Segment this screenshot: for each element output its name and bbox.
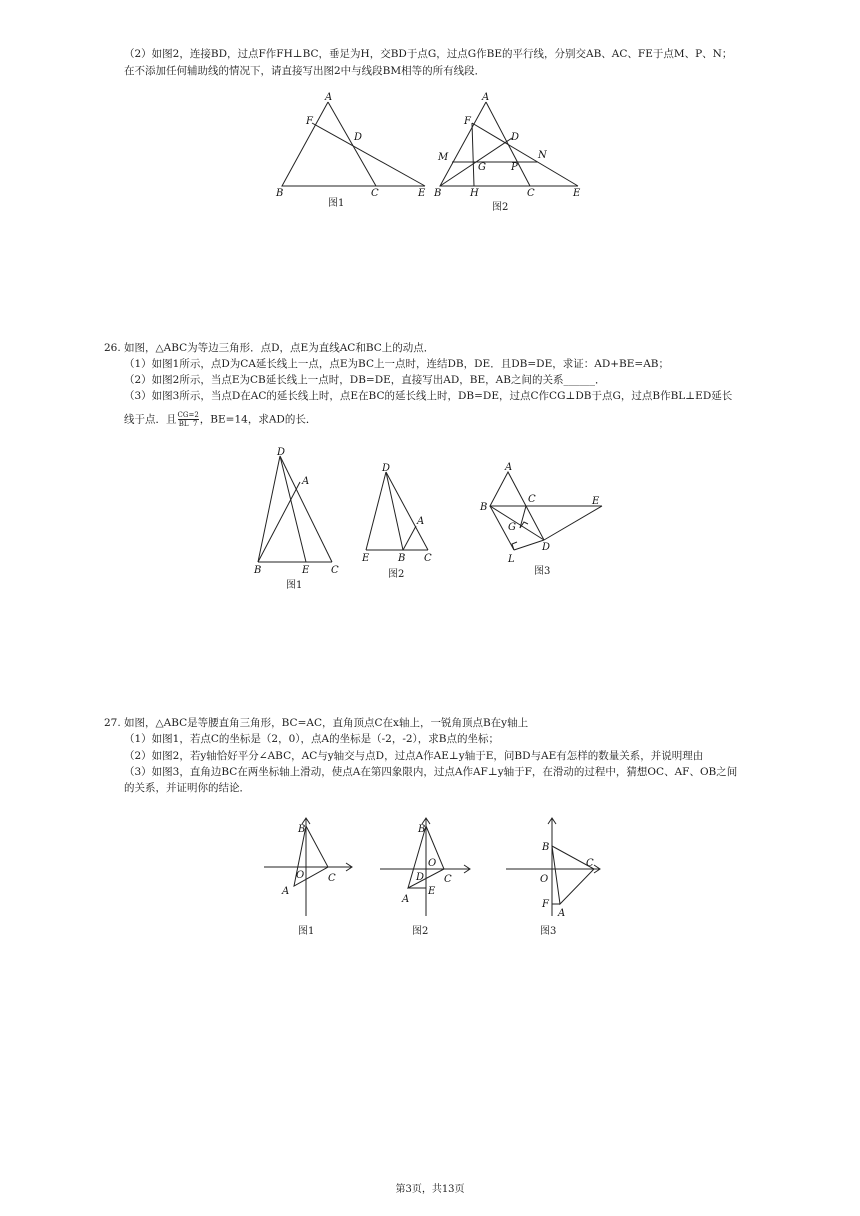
point-label-E: E bbox=[302, 565, 310, 576]
point-label-B: B bbox=[398, 553, 406, 564]
point-label-B: B bbox=[434, 188, 442, 199]
point-label-D: D bbox=[277, 447, 286, 458]
point-label-A: A bbox=[505, 462, 513, 473]
point-label-C: C bbox=[586, 858, 594, 869]
q26-stem: 26. 如图，△ABC为等边三角形．点D，点E为直线AC和BC上的动点． bbox=[104, 342, 435, 354]
q26-figure-2 bbox=[360, 460, 440, 574]
point-label-P: P bbox=[511, 162, 518, 173]
q27-figure-2 bbox=[378, 812, 478, 926]
q26-part3-continued bbox=[124, 411, 316, 428]
point-label-N: N bbox=[538, 150, 547, 161]
q27-figure-3-caption: 图3 bbox=[540, 926, 557, 937]
q26-figure-2-caption: 图2 bbox=[388, 569, 405, 580]
q25-part2-line1: （2）如图2，连接BD，过点F作FH⊥BC，垂足为H，交BD于点G，过点G作BE的平行线，分别交AB、AC、FE于点M、P、N； bbox=[124, 48, 733, 60]
point-label-E: E bbox=[592, 496, 600, 507]
q26-figure-1 bbox=[250, 446, 350, 580]
point-label-D: D bbox=[416, 872, 425, 883]
point-label-C: C bbox=[331, 565, 339, 576]
q26-text-after-fraction: ，BE=14，求AD的长． bbox=[199, 413, 317, 426]
point-label-E: E bbox=[573, 188, 581, 199]
q26-part2: （2）如图2所示，当点E为CB延长线上一点时，DB=DE，直接写出AD，BE，AB之间的关系______． bbox=[124, 374, 606, 386]
q26-part3: （3）如图3所示，当点D在AC的延长线上时，点E在BC的延长线上时，DB=DE，过点C作CG⊥DB于点G，过点B作BL⊥ED延长 bbox=[124, 390, 733, 402]
q26-figure-1-caption: 图1 bbox=[286, 580, 303, 591]
q26-text-before-fraction: 线于点．且 bbox=[124, 413, 177, 426]
point-label-O: O bbox=[428, 858, 437, 869]
q25-part2-line2: 在不添加任何辅助线的情况下，请直接写出图2中与线段BM相等的所有线段． bbox=[124, 65, 486, 77]
point-label-B: B bbox=[480, 502, 488, 513]
q26-figure-3-caption: 图3 bbox=[534, 566, 551, 577]
point-label-B: B bbox=[298, 824, 306, 835]
page-number-footer: 第3页，共13页 bbox=[395, 1184, 465, 1195]
q27-part3: （3）如图3，直角边BC在两坐标轴上滑动，使点A在第四象限内，过点A作AF⊥y轴于F，在滑动的过程中，猜想OC、AF、OB之间 bbox=[124, 766, 738, 778]
point-label-A: A bbox=[417, 516, 425, 527]
point-label-C: C bbox=[424, 553, 432, 564]
point-label-C: C bbox=[444, 874, 452, 885]
point-label-A: A bbox=[282, 886, 290, 897]
point-label-D: D bbox=[382, 463, 391, 474]
point-label-H: H bbox=[470, 188, 479, 199]
q27-part2: （2）如图2，若y轴恰好平分∠ABC，AC与y轴交与点D，过点A作AE⊥y轴于E，问BD与AE有怎样的数量关系，并说明理由 bbox=[124, 750, 704, 762]
q27-part3-continued: 的关系，并证明你的结论． bbox=[124, 782, 250, 794]
point-label-C: C bbox=[328, 873, 336, 884]
point-label-E: E bbox=[428, 886, 436, 897]
point-label-E: E bbox=[362, 553, 370, 564]
point-label-D: D bbox=[542, 542, 551, 553]
point-label-A: A bbox=[482, 92, 490, 103]
point-label-E: E bbox=[418, 188, 426, 199]
point-label-F: F bbox=[306, 116, 313, 127]
point-label-B: B bbox=[542, 842, 550, 853]
q27-stem: 27. 如图，△ABC是等腰直角三角形，BC=AC，直角顶点C在x轴上，一锐角顶点B在y轴上 bbox=[104, 717, 529, 729]
point-label-O: O bbox=[540, 874, 549, 885]
point-label-A: A bbox=[325, 92, 333, 103]
point-label-M: M bbox=[438, 152, 449, 163]
point-label-G: G bbox=[508, 522, 516, 533]
point-label-L: L bbox=[508, 554, 515, 565]
q26-figure-3 bbox=[478, 458, 608, 572]
q26-fraction: $\frac{CG=2}{BL 7}$ bbox=[177, 411, 199, 428]
point-label-C: C bbox=[371, 188, 379, 199]
q25-figure-2-caption: 图2 bbox=[492, 202, 509, 213]
point-label-C: C bbox=[527, 188, 535, 199]
point-label-C: C bbox=[528, 494, 536, 505]
point-label-F: F bbox=[464, 116, 471, 127]
point-label-B: B bbox=[418, 824, 426, 835]
point-label-B: B bbox=[254, 565, 262, 576]
q27-part1: （1）如图1，若点C的坐标是（2，0），点A的坐标是（-2，-2），求B点的坐标； bbox=[124, 733, 500, 745]
q26-part1: （1）如图1所示，点D为CA延长线上一点，点E为BC上一点时，连结DB，DE．且DB=DE，求证：AD+BE=AB； bbox=[124, 358, 670, 370]
q27-figure-1-caption: 图1 bbox=[298, 926, 315, 937]
point-label-D: D bbox=[354, 132, 363, 143]
q25-figure-1 bbox=[270, 90, 430, 204]
point-label-D: D bbox=[511, 132, 520, 143]
point-label-G: G bbox=[478, 162, 486, 173]
point-label-A: A bbox=[558, 908, 566, 919]
q27-figure-1 bbox=[262, 812, 362, 926]
q25-figure-1-caption: 图1 bbox=[328, 198, 345, 209]
point-label-F: F bbox=[542, 899, 549, 910]
point-label-B: B bbox=[276, 188, 284, 199]
point-label-O: O bbox=[296, 870, 305, 881]
q25-figure-2 bbox=[432, 90, 592, 204]
point-label-A: A bbox=[402, 894, 410, 905]
point-label-A: A bbox=[302, 476, 310, 487]
q27-figure-2-caption: 图2 bbox=[412, 926, 429, 937]
q27-figure-3 bbox=[504, 812, 614, 926]
